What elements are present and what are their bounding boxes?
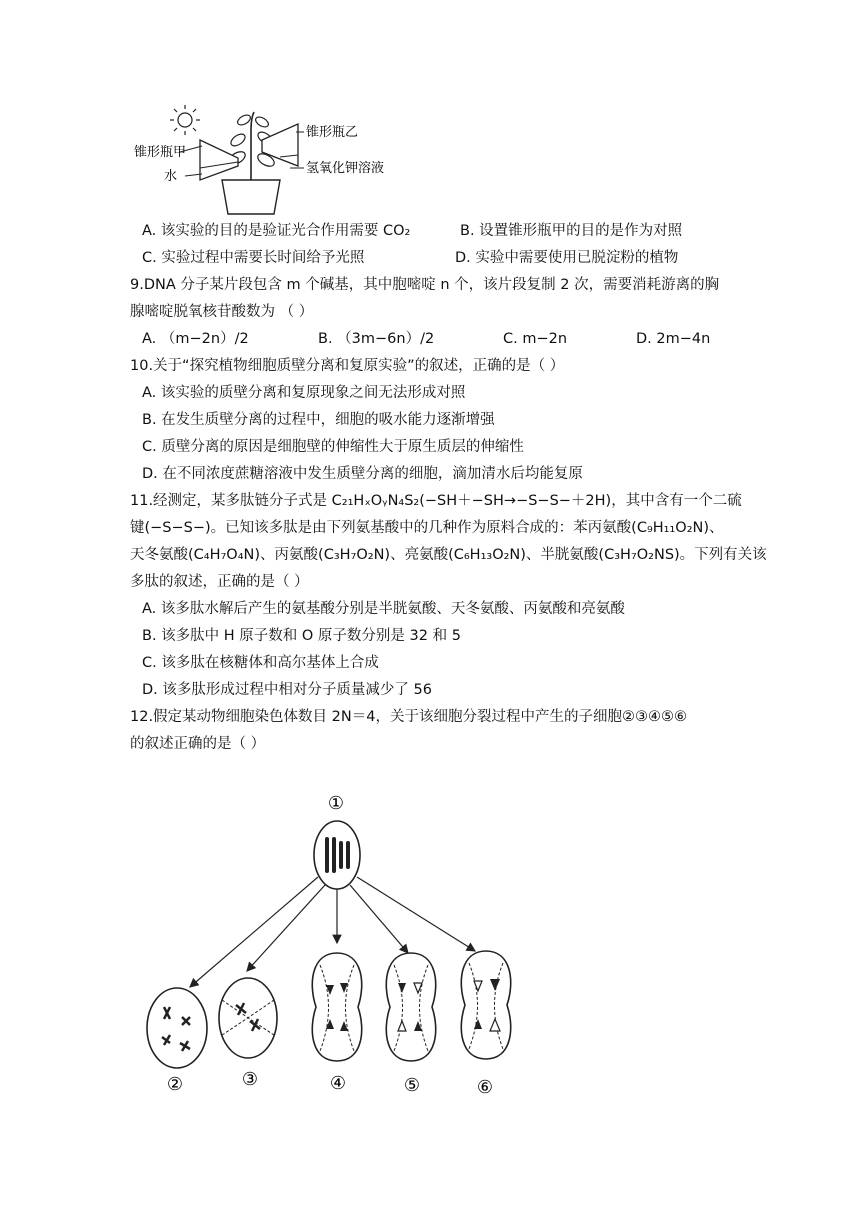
q9-stem-line2: 腺嘧啶脱氧核苷酸数为 （ ） [130, 304, 314, 320]
q10-option-c: C. 质壁分离的原因是细胞壁的伸缩性大于原生质层的伸缩性 [142, 439, 524, 455]
cell-6 [461, 951, 510, 1059]
q9-option-a: A. （m−2n）/2 [142, 331, 249, 347]
q11-stem-line1: 11.经测定，某多肽链分子式是 C₂₁HₓOᵧN₄S₂(−SH＋−SH→−S−S−＋2H)，其中含有一个二硫 [130, 493, 742, 509]
label-cell-5: ⑤ [403, 1075, 421, 1096]
q8-option-c: C. 实验过程中需要长时间给予光照 [142, 250, 365, 266]
sun-icon [170, 105, 200, 135]
label-cell-1: ① [327, 793, 345, 814]
q11-option-a: A. 该多肽水解后产生的氨基酸分别是半胱氨酸、天冬氨酸、丙氨酸和亮氨酸 [142, 601, 625, 617]
q11-option-c: C. 该多肽在核糖体和高尔基体上合成 [142, 655, 379, 671]
q8-option-a: A. 该实验的目的是验证光合作用需要 CO₂ [142, 223, 411, 239]
label-cell-3: ③ [241, 1069, 259, 1090]
q11-stem-line2: 键(−S−S−)。已知该多肽是由下列氨基酸中的几种作为原料合成的：苯丙氨酸(C₉H₁₁O₂N)、 [130, 520, 724, 536]
q9-option-b: B. （3m−6n）/2 [318, 331, 435, 347]
label-flask-a: 锥形瓶甲 [134, 145, 187, 160]
cell-division-figure [140, 785, 530, 1100]
cell-4 [312, 953, 361, 1061]
label-flask-b: 锥形瓶乙 [306, 125, 359, 140]
cell-5 [386, 953, 435, 1061]
q11-stem-line3: 天冬氨酸(C₄H₇O₄N)、丙氨酸(C₃H₇O₂N)、亮氨酸(C₆H₁₃O₂N)、半胱氨酸(C₃H₇O₂NS)。下列有关该 [130, 547, 767, 563]
q11-option-b: B. 该多肽中 H 原子数和 O 原子数分别是 32 和 5 [142, 628, 461, 644]
q8-option-d: D. 实验中需要使用已脱淀粉的植物 [455, 250, 679, 266]
q12-stem-line2: 的叙述正确的是（ ） [130, 736, 266, 752]
q12-stem-line1: 12.假定某动物细胞染色体数目 2N＝4，关于该细胞分裂过程中产生的子细胞②③④⑤⑥ [130, 709, 687, 725]
label-water: 水 [164, 169, 178, 184]
cell-2 [147, 988, 207, 1068]
q10-option-a: A. 该实验的质壁分离和复原现象之间无法形成对照 [142, 385, 466, 401]
cell-1 [314, 821, 360, 889]
q10-option-d: D. 在不同浓度蔗糖溶液中发生质壁分离的细胞，滴加清水后均能复原 [142, 466, 583, 482]
q10-option-b: B. 在发生质壁分离的过程中，细胞的吸水能力逐渐增强 [142, 412, 495, 428]
q9-option-d: D. 2m−4n [636, 331, 711, 347]
q11-stem-line4: 多肽的叙述，正确的是（ ） [130, 574, 309, 590]
q10-stem: 10.关于“探究植物细胞质壁分离和复原实验”的叙述，正确的是（ ） [130, 358, 565, 374]
cell-3 [219, 978, 277, 1058]
label-koh: 氢氧化钾溶液 [306, 161, 385, 176]
label-cell-2: ② [166, 1074, 184, 1095]
label-cell-4: ④ [329, 1073, 347, 1094]
flower-pot [222, 180, 280, 214]
q9-stem-line1: 9.DNA 分子某片段包含 m 个碱基，其中胞嘧啶 n 个，该片段复制 2 次，需要消耗游离的胸 [130, 277, 720, 293]
plant-experiment-figure [130, 100, 410, 218]
label-cell-6: ⑥ [476, 1077, 494, 1098]
q11-option-d: D. 该多肽形成过程中相对分子质量减少了 56 [142, 682, 432, 698]
q9-option-c: C. m−2n [503, 331, 568, 347]
q8-option-b: B. 设置锥形瓶甲的目的是作为对照 [460, 223, 683, 239]
